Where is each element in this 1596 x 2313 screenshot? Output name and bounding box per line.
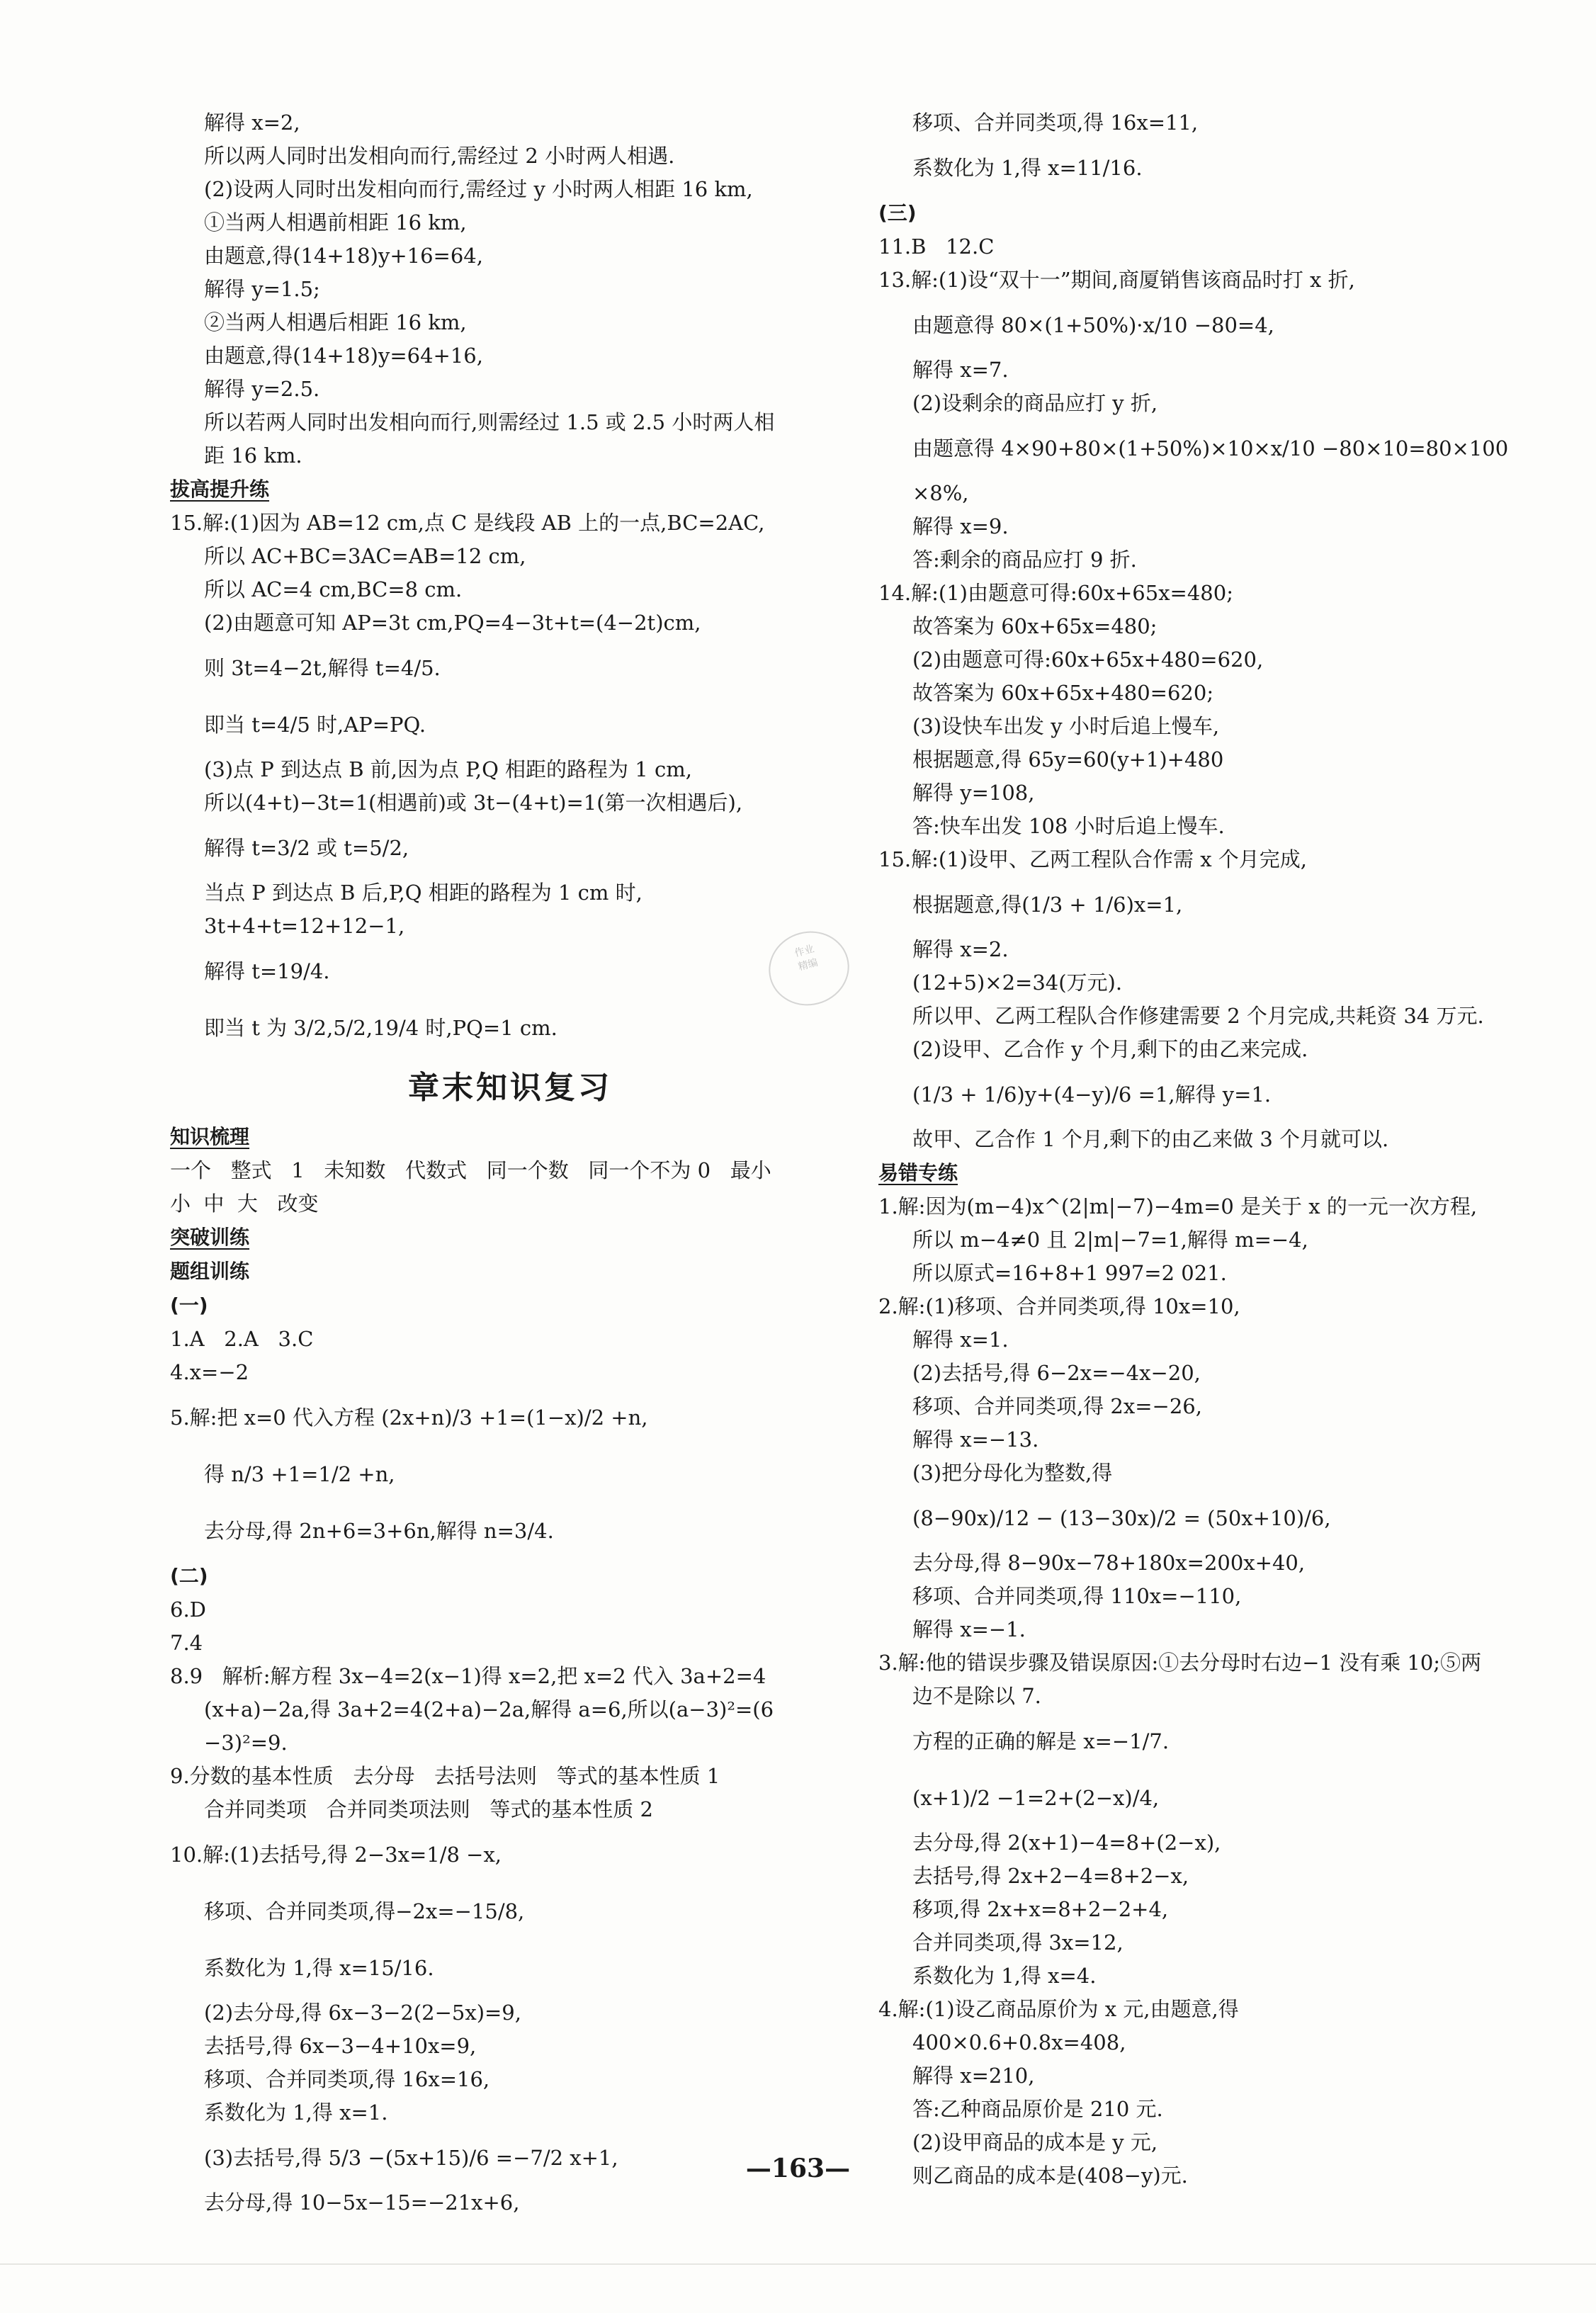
answer-line: 解得 x=7. <box>912 358 1009 382</box>
left-column <box>170 106 850 2219</box>
answer-line: 移项、合并同类项,得 2x=−26, <box>912 1394 1202 1418</box>
answer-line: 则 3t=4−2t,解得 t=4/5. <box>204 656 441 680</box>
answer-line: 解得 x=−1. <box>912 1617 1026 1641</box>
answer-line: 3.解:他的错误步骤及错误原因:①去分母时右边−1 没有乘 10;⑤两 <box>878 1651 1482 1675</box>
answer-line: 边不是除以 7. <box>912 1684 1041 1708</box>
answer-line: 所以两人同时出发相向而行,需经过 2 小时两人相遇. <box>204 144 675 168</box>
answer-line: (2)由题意可得:60x+65x+480=620, <box>912 647 1264 672</box>
answer-line: 答:乙种商品原价是 210 元. <box>912 2097 1163 2121</box>
answer-line: 15.解:(1)设甲、乙两工程队合作需 x 个月完成, <box>878 847 1307 871</box>
answer-line: 7.4 <box>170 1631 203 1655</box>
answer-line: 移项、合并同类项,得 16x=11, <box>912 111 1199 135</box>
answer-line: ②当两人相遇后相距 16 km, <box>204 310 467 334</box>
answer-line: 所以甲、乙两工程队合作修建需要 2 个月完成,共耗资 34 万元. <box>912 1004 1484 1028</box>
section-heading: 易错专练 <box>878 1161 958 1184</box>
answer-line: 解得 t=19/4. <box>204 959 330 983</box>
answer-line: 小 中 大 改变 <box>170 1192 319 1216</box>
answer-line: 移项、合并同类项,得 110x=−110, <box>912 1584 1242 1608</box>
answer-line: (2)设剩余的商品应打 y 折, <box>912 391 1158 415</box>
answer-line: 4.解:(1)设乙商品原价为 x 元,由题意,得 <box>878 1997 1239 2021</box>
answer-line: 故答案为 60x+65x+480=620; <box>912 681 1214 705</box>
answer-line: 去分母,得 10−5x−15=−21x+6, <box>204 2190 520 2215</box>
answer-line: 系数化为 1,得 x=11/16. <box>912 156 1143 180</box>
answer-line: 9.分数的基本性质 去分母 去括号法则 等式的基本性质 1 <box>170 1764 720 1788</box>
answer-line: (3)把分母化为整数,得 <box>912 1461 1113 1485</box>
section-heading: 拔高提升练 <box>170 477 270 501</box>
answer-line: 解得 y=1.5; <box>204 277 320 301</box>
answer-line: 移项,得 2x+x=8+2−2+4, <box>912 1897 1169 1921</box>
answer-line: 答:快车出发 108 小时后追上慢车. <box>912 814 1225 838</box>
answer-line: 解得 x=210, <box>912 2064 1035 2088</box>
answer-line: 由题意得 80×(1+50%)·x/10 −80=4, <box>912 313 1274 337</box>
answer-line: 解得 x=−13. <box>912 1427 1039 1452</box>
answer-line: 合并同类项 合并同类项法则 等式的基本性质 2 <box>204 1797 653 1821</box>
answer-line: ①当两人相遇前相距 16 km, <box>204 210 467 234</box>
subsection-heading: (一) <box>170 1294 208 1317</box>
answer-line: (2)去分母,得 6x−3−2(2−5x)=9, <box>204 2001 521 2025</box>
answer-line: (x+1)/2 −1=2+(2−x)/4, <box>912 1786 1160 1810</box>
answer-line: 由题意得 4×90+80×(1+50%)×10×x/10 −80×10=80×100 <box>912 436 1509 460</box>
answer-line: 15.解:(1)因为 AB=12 cm,点 C 是线段 AB 上的一点,BC=2AC, <box>170 511 765 535</box>
section-heading: 知识梳理 <box>170 1125 250 1148</box>
answer-line: 答:剩余的商品应打 9 折. <box>912 548 1137 572</box>
answer-line: 解得 x=2. <box>912 937 1009 961</box>
answer-line: 得 n/3 +1=1/2 +n, <box>204 1462 395 1486</box>
answer-line: 所以 m−4≠0 且 2|m|−7=1,解得 m=−4, <box>912 1228 1308 1252</box>
answer-line: 10.解:(1)去括号,得 2−3x=1/8 −x, <box>170 1843 502 1867</box>
answer-line: (8−90x)/12 − (13−30x)/2 = (50x+10)/6, <box>912 1506 1331 1530</box>
answer-line: (x+a)−2a,得 3a+2=4(2+a)−2a,解得 a=6,所以(a−3)²=(6 <box>204 1697 774 1721</box>
answer-line: 1.A 2.A 3.C <box>170 1327 314 1351</box>
page-number: —163— <box>745 2154 851 2183</box>
answer-line: 去括号,得 6x−3−4+10x=9, <box>204 2034 477 2058</box>
answer-line: −3)²=9. <box>204 1731 288 1755</box>
answer-line: 14.解:(1)由题意可得:60x+65x=480; <box>878 581 1233 605</box>
scan-edge-line <box>0 2263 1596 2265</box>
answer-line: (2)设甲、乙合作 y 个月,剩下的由乙来完成. <box>912 1037 1308 1061</box>
answer-line: ×8%, <box>912 481 969 505</box>
answer-line: 则乙商品的成本是(408−y)元. <box>912 2164 1188 2188</box>
answer-line: 所以原式=16+8+1 997=2 021. <box>912 1261 1227 1285</box>
answer-line: 1.解:因为(m−4)x^(2|m|−7)−4m=0 是关于 x 的一元一次方程, <box>878 1194 1478 1218</box>
answer-line: 由题意,得(14+18)y+16=64, <box>204 244 483 268</box>
answer-line: 根据题意,得 65y=60(y+1)+480 <box>912 747 1224 771</box>
answer-line: 当点 P 到达点 B 后,P,Q 相距的路程为 1 cm 时, <box>204 881 643 905</box>
answer-line: 去括号,得 2x+2−4=8+2−x, <box>912 1864 1189 1888</box>
answer-line: 解得 y=108, <box>912 781 1035 805</box>
answer-line: 6.D <box>170 1597 206 1622</box>
answer-line: 距 16 km. <box>204 443 302 468</box>
answer-line: (12+5)×2=34(万元). <box>912 971 1123 995</box>
subsection-heading: (二) <box>170 1564 208 1588</box>
answer-line: 4.x=−2 <box>170 1360 249 1384</box>
answer-line: 故答案为 60x+65x=480; <box>912 614 1158 638</box>
answer-line: (3)去括号,得 5/3 −(5x+15)/6 =−7/2 x+1, <box>204 2146 618 2170</box>
answer-line: 系数化为 1,得 x=1. <box>204 2100 388 2125</box>
answer-line: 所以 AC=4 cm,BC=8 cm. <box>204 577 463 601</box>
answer-line: (2)去括号,得 6−2x=−4x−20, <box>912 1361 1201 1385</box>
subsection-heading: 题组训练 <box>170 1260 250 1283</box>
answer-line: 根据题意,得(1/3 + 1/6)x=1, <box>912 893 1183 917</box>
answer-line: 去分母,得 2(x+1)−4=8+(2−x), <box>912 1831 1221 1855</box>
answer-line: 5.解:把 x=0 代入方程 (2x+n)/3 +1=(1−x)/2 +n, <box>170 1406 648 1430</box>
right-column <box>878 106 1558 2193</box>
answer-line: 13.解:(1)设“双十一”期间,商厦销售该商品时打 x 折, <box>878 268 1355 292</box>
answer-line: (2)由题意可知 AP=3t cm,PQ=4−3t+t=(4−2t)cm, <box>204 611 701 635</box>
chapter-title: 章末知识复习 <box>408 1070 612 1106</box>
answer-line: 所以若两人同时出发相向而行,则需经过 1.5 或 2.5 小时两人相 <box>204 410 775 434</box>
answer-line: (1/3 + 1/6)y+(4−y)/6 =1,解得 y=1. <box>912 1082 1272 1107</box>
answer-line: 即当 t 为 3/2,5/2,19/4 时,PQ=1 cm. <box>204 1016 558 1040</box>
answer-line: 解得 y=2.5. <box>204 377 320 401</box>
answer-line: 方程的正确的解是 x=−1/7. <box>912 1729 1170 1753</box>
subsection-heading: (三) <box>878 201 917 225</box>
answer-line: 3t+4+t=12+12−1, <box>204 914 405 938</box>
answer-line: 移项、合并同类项,得 16x=16, <box>204 2067 490 2091</box>
answer-line: (2)设两人同时出发相向而行,需经过 y 小时两人相距 16 km, <box>204 177 753 201</box>
answer-line: 系数化为 1,得 x=15/16. <box>204 1956 434 1980</box>
answer-line: 系数化为 1,得 x=4. <box>912 1964 1097 1988</box>
answer-line: 故甲、乙合作 1 个月,剩下的由乙来做 3 个月就可以. <box>912 1127 1389 1151</box>
answer-line: 2.解:(1)移项、合并同类项,得 10x=10, <box>878 1294 1240 1318</box>
answer-line: 解得 x=9. <box>912 514 1009 538</box>
answer-line: 解得 x=1. <box>912 1328 1009 1352</box>
answer-line: 即当 t=4/5 时,AP=PQ. <box>204 713 426 737</box>
answer-line: (2)设甲商品的成本是 y 元, <box>912 2130 1158 2154</box>
seal-stamp: 作业 精编 <box>760 922 857 1014</box>
answer-line: 11.B 12.C <box>878 234 995 259</box>
answer-line: 去分母,得 8−90x−78+180x=200x+40, <box>912 1551 1306 1575</box>
answer-line: 所以(4+t)−3t=1(相遇前)或 3t−(4+t)=1(第一次相遇后), <box>204 791 743 815</box>
answer-line: (3)点 P 到达点 B 前,因为点 P,Q 相距的路程为 1 cm, <box>204 757 692 781</box>
answer-line: 8.9 解析:解方程 3x−4=2(x−1)得 x=2,把 x=2 代入 3a+2=4 <box>170 1664 766 1688</box>
answer-line: 解得 x=2, <box>204 111 300 135</box>
answer-line: 由题意,得(14+18)y=64+16, <box>204 344 483 368</box>
answer-line: 400×0.6+0.8x=408, <box>912 2030 1126 2054</box>
answer-line: 所以 AC+BC=3AC=AB=12 cm, <box>204 544 526 568</box>
answer-line: 合并同类项,得 3x=12, <box>912 1930 1124 1955</box>
answer-line: 一个 整式 1 未知数 代数式 同一个数 同一个不为 0 最小 <box>170 1158 771 1182</box>
answer-line: 解得 t=3/2 或 t=5/2, <box>204 836 409 860</box>
answer-line: 移项、合并同类项,得−2x=−15/8, <box>204 1899 525 1923</box>
answer-line: (3)设快车出发 y 小时后追上慢车, <box>912 714 1220 738</box>
section-heading: 突破训练 <box>170 1226 250 1249</box>
answer-line: 去分母,得 2n+6=3+6n,解得 n=3/4. <box>204 1519 554 1543</box>
